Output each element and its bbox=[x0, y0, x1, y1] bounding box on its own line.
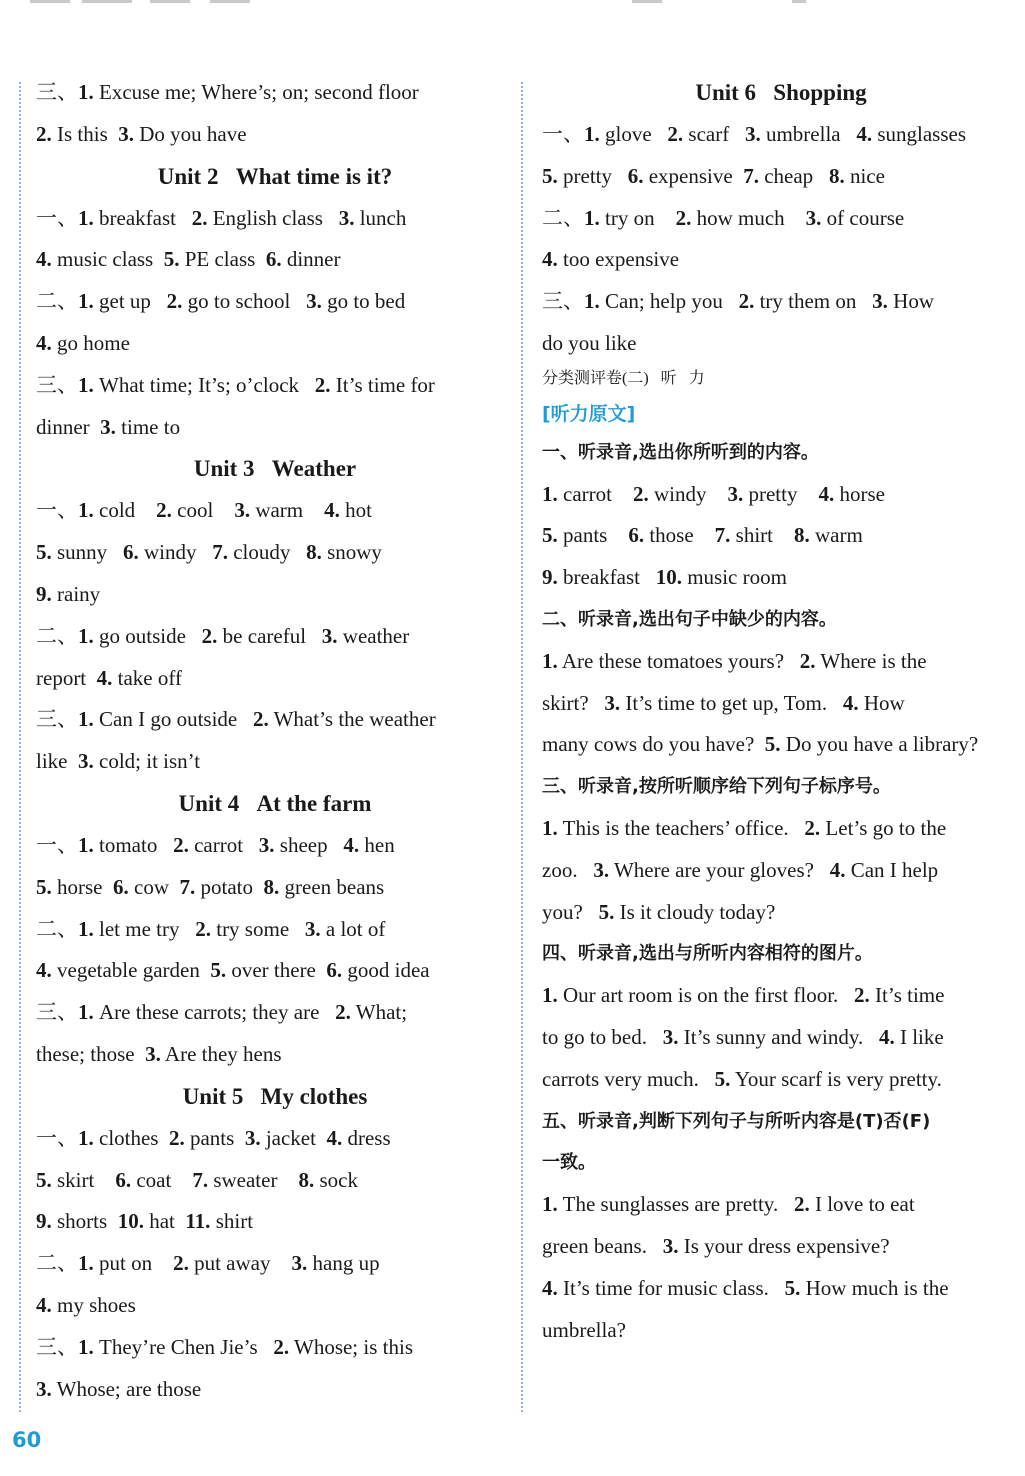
top-edge-marks bbox=[0, 0, 1025, 8]
question-heading: 一致。 bbox=[542, 1152, 596, 1174]
answer-line: 三、1. What time; It’s; o’clock 2. It’s time for bbox=[36, 372, 435, 397]
answer-line: 三、1. Are these carrots; they are 2. What; bbox=[36, 1000, 408, 1025]
answer-line: 9. shorts 10. hat 11. shirt bbox=[36, 1209, 254, 1234]
unit-heading: Unit 2 What time is it? bbox=[157, 163, 393, 189]
transcript-tag: [听力原文] bbox=[542, 402, 636, 425]
unit-heading: Unit 3 Weather bbox=[193, 456, 357, 482]
answer-line: you? 5. Is it cloudy today? bbox=[542, 899, 776, 924]
answer-line: 三、1. Can I go outside 2. What’s the weather bbox=[36, 707, 436, 732]
answer-line: 一、1. glove 2. scarf 3. umbrella 4. sunglasses bbox=[542, 122, 967, 146]
question-heading: 四、听录音,选出与所听内容相符的图片。 bbox=[542, 943, 873, 965]
answer-line: do you like bbox=[542, 330, 637, 355]
answer-line: zoo. 3. Where are your gloves? 4. Can I help bbox=[542, 857, 939, 882]
answer-line: 1. This is the teachers’ office. 2. Let’s go to the bbox=[542, 815, 947, 840]
unit-heading: Unit 5 My clothes bbox=[182, 1083, 368, 1109]
left-column bbox=[36, 72, 514, 1410]
question-heading: 五、听录音,判断下列句子与所听内容是(T)否(F) bbox=[542, 1110, 931, 1132]
answer-line: 5. pretty 6. expensive 7. cheap 8. nice bbox=[542, 163, 885, 188]
answer-line: 4. It’s time for music class. 5. How much is the bbox=[542, 1275, 949, 1300]
answer-line: 一、1. tomato 2. carrot 3. sheep 4. hen bbox=[36, 832, 395, 857]
answer-line: carrots very much. 5. Your scarf is very pretty. bbox=[542, 1066, 942, 1091]
answer-line: 2. Is this 3. Do you have bbox=[36, 121, 247, 146]
answer-line: 二、1. let me try 2. try some 3. a lot of bbox=[36, 916, 386, 941]
answer-line: 3. Whose; are those bbox=[36, 1376, 202, 1401]
answer-line: 一、1. clothes 2. pants 3. jacket 4. dress bbox=[36, 1125, 391, 1150]
question-heading: 三、听录音,按所听顺序给下列句子标序号。 bbox=[542, 776, 891, 798]
answer-line: 一、1. breakfast 2. English class 3. lunch bbox=[36, 205, 407, 230]
answer-line: these; those 3. Are they hens bbox=[36, 1041, 282, 1066]
answer-line: 4. too expensive bbox=[542, 247, 680, 272]
answer-line: 一、1. cold 2. cool 3. warm 4. hot bbox=[36, 498, 372, 523]
question-heading: 二、听录音,选出句子中缺少的内容。 bbox=[542, 608, 837, 630]
answer-line: 5. pants 6. those 7. shirt 8. warm bbox=[542, 523, 863, 548]
right-column bbox=[542, 72, 1020, 1351]
answer-line: 5. sunny 6. windy 7. cloudy 8. snowy bbox=[36, 540, 382, 565]
answer-line: 1. carrot 2. windy 3. pretty 4. horse bbox=[542, 481, 885, 506]
answer-line: 5. horse 6. cow 7. potato 8. green beans bbox=[36, 874, 385, 899]
unit-heading: Unit 4 At the farm bbox=[178, 790, 372, 816]
page-number: 60 bbox=[12, 1428, 42, 1452]
answer-line: 4. go home bbox=[36, 330, 130, 355]
answer-line: 4. music class 5. PE class 6. dinner bbox=[36, 247, 341, 272]
answer-line: 4. vegetable garden 5. over there 6. good idea bbox=[36, 958, 430, 983]
answer-line: 三、1. They’re Chen Jie’s 2. Whose; is this bbox=[36, 1334, 413, 1359]
answer-line: umbrella? bbox=[542, 1317, 626, 1342]
answer-line: 二、1. put on 2. put away 3. hang up bbox=[36, 1251, 380, 1276]
answer-line: skirt? 3. It’s time to get up, Tom. 4. How bbox=[542, 690, 905, 715]
answer-line: many cows do you have? 5. Do you have a library? bbox=[542, 732, 979, 757]
answer-line: 4. my shoes bbox=[36, 1292, 136, 1317]
answer-line: 二、1. go outside 2. be careful 3. weather bbox=[36, 623, 410, 648]
answer-line: 二、1. get up 2. go to school 3. go to bed bbox=[36, 289, 406, 314]
answer-line: green beans. 3. Is your dress expensive? bbox=[542, 1233, 890, 1258]
answer-line: dinner 3. time to bbox=[36, 414, 181, 439]
answer-line: 9. rainy bbox=[36, 581, 101, 606]
answer-line: report 4. take off bbox=[36, 665, 182, 690]
column-divider bbox=[521, 82, 523, 1412]
unit-heading: Unit 6 Shopping bbox=[695, 80, 867, 105]
answer-line: 5. skirt 6. coat 7. sweater 8. sock bbox=[36, 1167, 358, 1192]
answer-line: like 3. cold; it isn’t bbox=[36, 749, 201, 774]
question-heading: 一、听录音,选出你所听到的内容。 bbox=[542, 441, 819, 463]
answer-line: to go to bed. 3. It’s sunny and windy. 4. I like bbox=[542, 1024, 944, 1049]
left-margin-rule bbox=[19, 82, 21, 1412]
section-title: 分类测评卷(二) 听 力 bbox=[542, 369, 705, 387]
answer-line: 三、1. Excuse me; Where’s; on; second floor bbox=[36, 80, 419, 104]
answer-line: 二、1. try on 2. how much 3. of course bbox=[542, 205, 905, 230]
answer-line: 三、1. Can; help you 2. try them on 3. How bbox=[542, 289, 934, 314]
answer-line: 9. breakfast 10. music room bbox=[542, 565, 787, 590]
answer-line: 1. Our art room is on the first floor. 2. It’s time bbox=[542, 983, 945, 1008]
answer-line: 1. The sunglasses are pretty. 2. I love to eat bbox=[542, 1192, 915, 1217]
answer-line: 1. Are these tomatoes yours? 2. Where is the bbox=[542, 648, 927, 673]
